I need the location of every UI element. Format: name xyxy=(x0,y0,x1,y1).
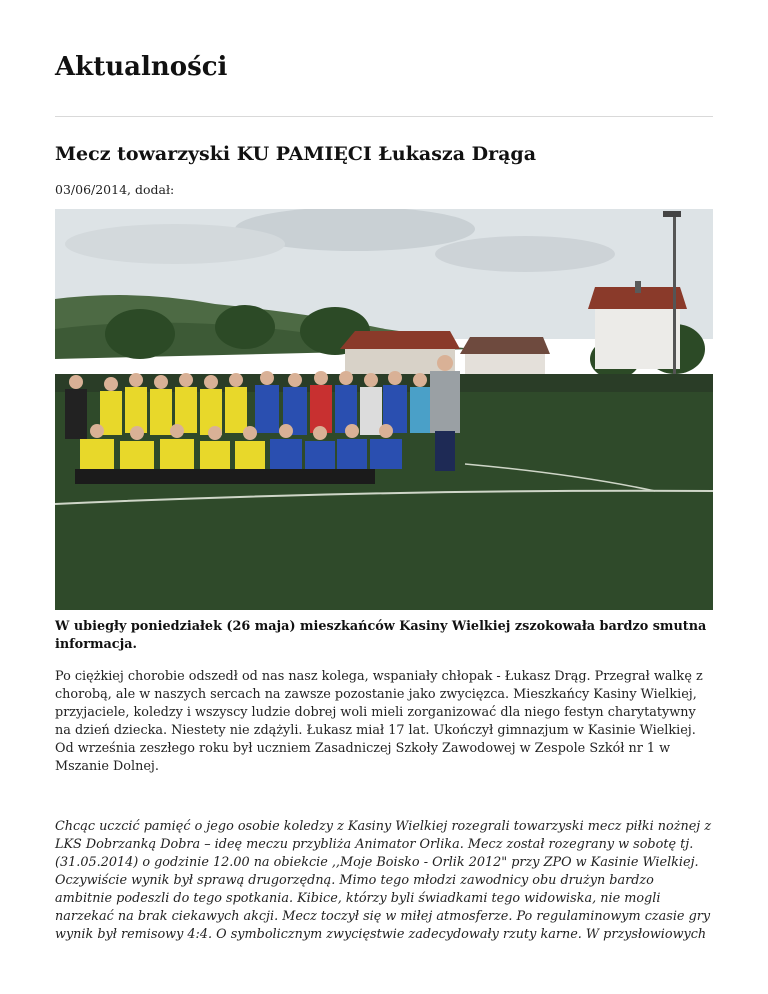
article-title[interactable]: Mecz towarzyski KU PAMIĘCI Łukasza Drąga xyxy=(55,143,537,165)
article-paragraph: Chcąc uczcić pamięć o jego osobie koledzy z Kasiny Wielkiej rozegrali towarzyski mecz piłki nożnej z LKS Dobrzanką Dobra – ideę meczu przybliża Animator Orlika. Mecz został rozegrany w sobotę tj. (31.05.2014) o godzinie 12.00 na obiekcie ,,Moje Boisko - Orlik 2012" przy ZPO w Kasinie Wielkiej. Oczywiście wynik był sprawą drugorzędną. Mimo tego młodzi zawodnicy obu drużyn bardzo ambitnie podeszli do tego spotkania. Kibice, którzy byli świadkami tego widowiska, nie mogli narzekać na brak ciekawych akcji. Mecz toczył się w miłej atmosferze. Po regulaminowym czasie gry wynik był remisowy 4:4. O symbolicznym zwycięstwie zadecydowały rzuty karne. W przysłowiowych xyxy=(55,819,712,942)
article-paragraph: Po ciężkiej chorobie odszedł od nas nasz kolega, wspaniały chłopak - Łukasz Drąg. Przegrał walkę z chorobą, ale w naszych sercach na zawsze pozostanie jako zwycięzca. Mieszkańcy Kasiny Wielkiej, przyjaciele, koledzy i wszyscy ludzie dobrej woli mieli zorganizować dla niego festyn charytatywny na dzień dziecka. Niestety nie zdążyli. Łukasz miał 17 lat. Ukończył gimnazjum w Kasinie Wielkiej. Od września zeszłego roku był uczniem Zasadniczej Szkoły Zawodowej w Zespole Szkół nr 1 w Mszanie Dolnej. xyxy=(55,669,703,774)
divider xyxy=(55,116,713,117)
article-photo xyxy=(55,209,713,610)
article-lead: W ubiegły poniedziałek (26 maja) mieszkańców Kasiny Wielkiej zszokowała bardzo smutna informacja. xyxy=(55,619,707,652)
page-title: Aktualności xyxy=(55,52,228,82)
article-meta: 03/06/2014, dodał: xyxy=(55,182,175,197)
